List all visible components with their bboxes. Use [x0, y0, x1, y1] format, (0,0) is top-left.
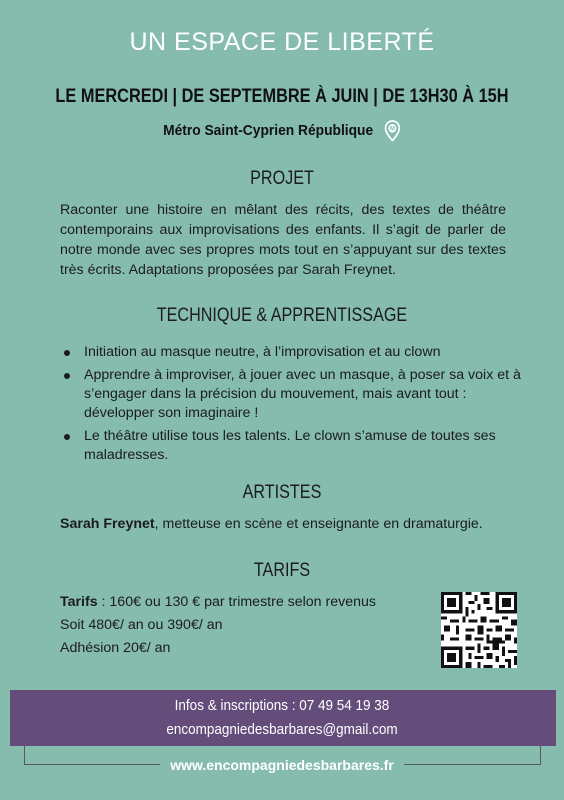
technique-list [60, 343, 522, 469]
tarifs-line-1: Tarifs : 160€ ou 130 € par trimestre selon revenus [60, 594, 376, 610]
metro-label: Métro Saint-Cyprien République [163, 121, 374, 139]
list-item: Apprendre à improviser, à jouer avec un masque, à poser sa voix et à s’engager dans la précision du mouvement, mais avant tout : développer son imaginaire ! [60, 366, 522, 423]
tarifs-line-3: Adhésion 20€/ an [60, 640, 171, 656]
list-item: Initiation au masque neutre, à l’improvisation et au clown [60, 343, 522, 362]
bullet-icon [64, 434, 70, 440]
tarifs-label: Tarifs [60, 594, 98, 610]
artist-role: , metteuse en scène et enseignante en dramaturgie. [154, 516, 483, 532]
tarifs-block [60, 591, 376, 660]
infos-line: Infos & inscriptions : 07 49 54 19 38 [174, 697, 390, 714]
artistes-heading: ARTISTES [242, 482, 322, 503]
schedule-line: LE MERCREDI | DE SEPTEMBRE À JUIN | DE 13H30 À 15H [55, 86, 509, 107]
bullet-icon [64, 350, 70, 356]
website-link[interactable]: www.encompagniedesbarbares.fr [170, 757, 394, 773]
projet-heading: PROJET [250, 168, 314, 189]
map-pin-metro-icon [384, 120, 401, 142]
svg-text:M: M [390, 125, 396, 133]
artist-name: Sarah Freynet [60, 516, 155, 532]
page-title: UN ESPACE DE LIBERTÉ [129, 28, 435, 56]
tarifs-heading: TARIFS [253, 560, 311, 581]
qr-code-icon[interactable] [441, 592, 517, 668]
projet-text: Raconter une histoire en mêlant des récits, des textes de théâtre contemporains aux improvisations des enfants. Il s’agit de parler de notre monde avec ses propres mots tout en s’appuyant sur des textes très écrits. Adaptations proposées par Sarah Freynet. [60, 202, 506, 278]
artist-line [60, 516, 483, 532]
list-item: Le théâtre utilise tous les talents. Le clown s’amuse de toutes ses maladresses. [60, 427, 522, 465]
bullet-icon [64, 373, 70, 379]
tarifs-line-2: Soit 480€/ an ou 390€/ an [60, 617, 223, 633]
technique-heading: TECHNIQUE & APPRENTISSAGE [156, 305, 408, 326]
email-link[interactable]: encompagniedesbarbares@gmail.com [166, 721, 398, 738]
metro-line [23, 120, 542, 142]
